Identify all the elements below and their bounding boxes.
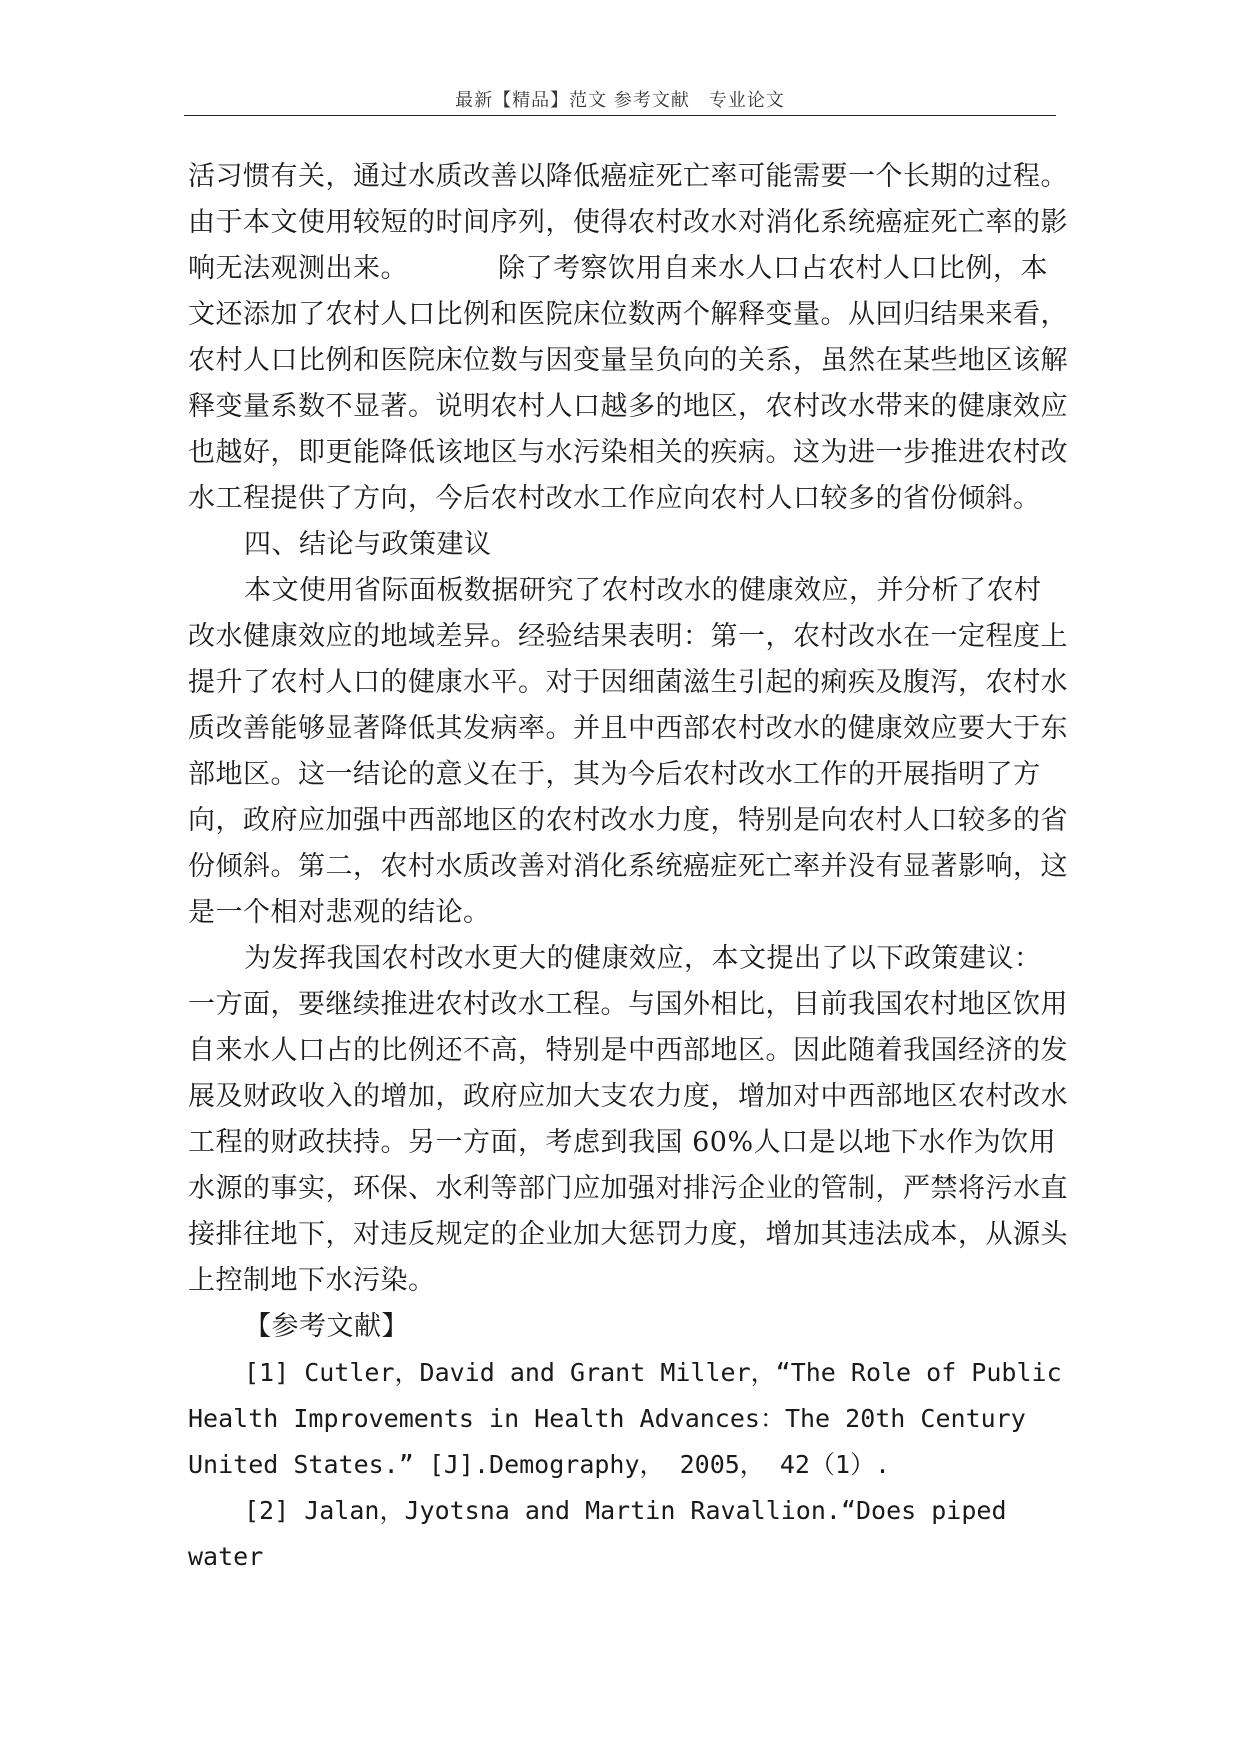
reference-item: [1] Cutler，David and Grant Miller，“The Role of Public Health Improvements in Health Advances：The 20th Century United States.” [J].Demography， 2005， 42（1）. xyxy=(188,1358,1062,1479)
header-divider xyxy=(184,115,1056,116)
references-heading: 【参考文献】 xyxy=(244,1311,409,1342)
page-header: 最新【精品】范文 参考文献 专业论文 xyxy=(455,90,785,111)
paragraph-conclusion: 本文使用省际面板数据研究了农村改水的健康效应，并分析了农村改水健康效应的地域差异。经验结果表明：第一，农村改水在一定程度上提升了农村人口的健康水平。对于因细菌滋生引起的痢疾及腹泻，农村水质改善能够显著降低其发病率。并且中西部农村改水的健康效应要大于东部地区。这一结论的意义在于，其为今后农村改水工作的开展指明了方向，政府应加强中西部地区的农村改水力度，特别是向农村人口较多的省份倾斜。第二，农村水质改善对消化系统癌症死亡率并没有显著影响，这是一个相对悲观的结论。 xyxy=(188,575,1068,928)
document-body xyxy=(188,154,1068,1580)
paragraph-policy: 为发挥我国农村改水更大的健康效应，本文提出了以下政策建议：一方面，要继续推进农村改水工程。与国外相比，目前我国农村地区饮用自来水人口占的比例还不高，特别是中西部地区。因此随着我国经济的发展及财政收入的增加，政府应加大支农力度，增加对中西部地区农村改水工程的财政扶持。另一方面，考虑到我国 60%人口是以地下水作为饮用水源的事实，环保、水利等部门应加强对排污企业的管制，严禁将污水直接排往地下，对违反规定的企业加大惩罚力度，增加其违法成本，从源头上控制地下水污染。 xyxy=(188,943,1068,1296)
paragraph-text: 活习惯有关，通过水质改善以降低癌症死亡率可能需要一个长期的过程。由于本文使用较短的时间序列，使得农村改水对消化系统癌症死亡率的影响无法观测出来。 xyxy=(188,161,1068,284)
paragraph-text: 除了考察饮用自来水人口占农村人口比例，本文还添加了农村人口比例和医院床位数两个解释变量。从回归结果来看，农村人口比例和医院床位数与因变量呈负向的关系，虽然在某些地区该解释变量系数不显著。说明农村人口越多的地区，农村改水带来的健康效应也越好，即更能降低该地区与水污染相关的疾病。这为进一步推进农村改水工程提供了方向，今后农村改水工作应向农村人口较多的省份倾斜。 xyxy=(188,253,1068,514)
paragraph-continuation xyxy=(188,154,1068,522)
reference-item: [2] Jalan，Jyotsna and Martin Ravallion.“Does piped water xyxy=(188,1496,1007,1571)
section-heading: 四、结论与政策建议 xyxy=(244,529,492,560)
